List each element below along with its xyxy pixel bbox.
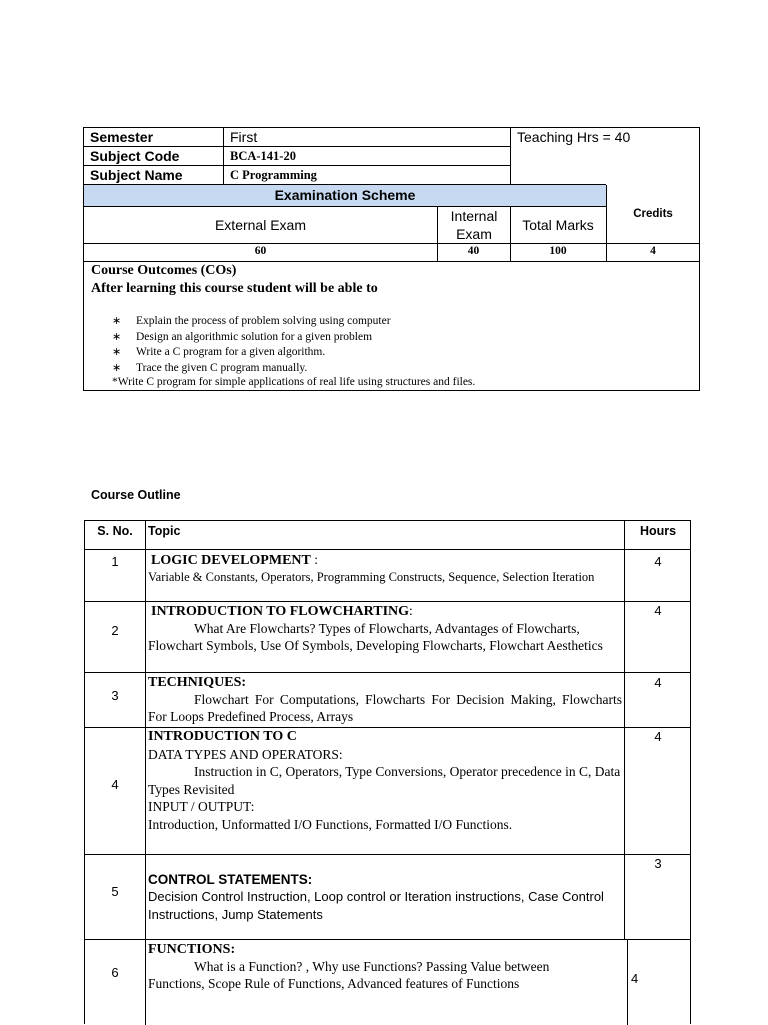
subject-code-value: BCA-141-20 bbox=[230, 149, 296, 163]
internal-exam-value: 40 bbox=[467, 245, 480, 257]
row-hours: 4 bbox=[654, 554, 662, 569]
exam-scheme-title: Examination Scheme bbox=[274, 187, 416, 203]
semester-value: First bbox=[230, 129, 258, 145]
course-outcome-last: *Write C program for simple applications of real life using structures and files. bbox=[112, 376, 476, 388]
course-outline-heading: Course Outline bbox=[91, 488, 181, 502]
row-number: 6 bbox=[111, 965, 119, 980]
course-outline-table bbox=[84, 520, 691, 1024]
credits-value: 4 bbox=[650, 245, 656, 257]
row-number: 5 bbox=[111, 884, 119, 899]
course-outcomes-title: Course Outcomes (COs) bbox=[91, 263, 237, 278]
course-outcomes-intro: After learning this course student will be able to bbox=[91, 281, 378, 296]
course-outcome-item: ∗ Design an algorithmic solution for a given problem bbox=[112, 330, 612, 346]
total-marks-value: 100 bbox=[549, 245, 567, 257]
course-outcome-item: ∗ Write a C program for a given algorithm. bbox=[112, 345, 612, 361]
row-number: 1 bbox=[111, 554, 119, 569]
topic-title: LOGIC DEVELOPMENT bbox=[151, 553, 311, 568]
subject-code-label: Subject Code bbox=[90, 148, 180, 164]
examination-scheme-table bbox=[83, 127, 700, 391]
topic-body: Decision Control Instruction, Loop control or Iteration instructions, Case Control Instructions, Jump Statements bbox=[148, 889, 604, 922]
topic-body: Introduction, Unformatted I/O Functions, Formatted I/O Functions. bbox=[148, 816, 513, 832]
course-outcomes-list bbox=[112, 314, 612, 376]
course-outcome-item: ∗ Explain the process of problem solving using computer bbox=[112, 314, 612, 330]
table-row bbox=[148, 728, 622, 833]
topic-body: Instruction in C, Operators, Type Conversions, Operator precedence in C, Data Types Revisited bbox=[148, 764, 621, 797]
course-outcome-item: ∗ Trace the given C program manually. bbox=[112, 361, 612, 377]
row-hours: 4 bbox=[631, 971, 639, 986]
teaching-hours: Teaching Hrs = 40 bbox=[517, 129, 631, 145]
row-hours: 4 bbox=[654, 675, 662, 690]
credits-header: Credits bbox=[633, 208, 673, 220]
external-exam-header: External Exam bbox=[214, 217, 307, 233]
semester-label: Semester bbox=[90, 129, 154, 145]
row-hours: 4 bbox=[654, 603, 662, 618]
table-row: LOGIC DEVELOPMENT : Variable & Constants, Operators, Programming Constructs, Sequence, Selection Iteration bbox=[148, 551, 622, 585]
topic-subheading: INPUT / OUTPUT: bbox=[148, 799, 255, 814]
table-row bbox=[148, 871, 622, 924]
col-topic-header: Topic bbox=[148, 524, 181, 538]
row-hours: 3 bbox=[654, 856, 662, 871]
topic-subheading: DATA TYPES AND OPERATORS: bbox=[148, 746, 343, 762]
topic-title: TECHNIQUES: bbox=[148, 675, 247, 690]
topic-title: CONTROL STATEMENTS: bbox=[148, 872, 313, 887]
subject-name-value: C Programming bbox=[230, 168, 317, 182]
table-row: INTRODUCTION TO FLOWCHARTING: What Are Flowcharts? Types of Flowcharts, Advantages of Flowcharts, Flowchart Symbols, Use Of Symbols, Developing Flowcharts, Flowchart Aesthetics bbox=[148, 602, 622, 654]
topic-body: Flowchart For Computations, Flowcharts For Decision Making, Flowcharts For Loops Predefined Process, Arrays bbox=[148, 692, 622, 724]
topic-title: INTRODUCTION TO C bbox=[148, 729, 297, 744]
topic-body: What is a Function? , Why use Functions? Passing Value between Functions, Scope Rule of Functions, Advanced features of Functions bbox=[148, 959, 550, 991]
internal-exam-header: Internal Exam bbox=[450, 208, 498, 242]
row-number: 4 bbox=[111, 777, 119, 792]
topic-title: INTRODUCTION TO FLOWCHARTING bbox=[151, 604, 410, 619]
table-row bbox=[148, 674, 622, 725]
row-number: 3 bbox=[111, 688, 119, 703]
col-hours-header: Hours bbox=[639, 524, 677, 538]
topic-title: FUNCTIONS: bbox=[148, 942, 236, 957]
external-exam-value: 60 bbox=[254, 245, 267, 257]
row-number: 2 bbox=[111, 623, 119, 638]
subject-name-label: Subject Name bbox=[90, 167, 183, 183]
topic-body: Variable & Constants, Operators, Programming Constructs, Sequence, Selection Iteration bbox=[148, 570, 595, 584]
row-hours: 4 bbox=[654, 729, 662, 744]
topic-body: What Are Flowcharts? Types of Flowcharts, Advantages of Flowcharts, Flowchart Symbols, Use Of Symbols, Developing Flowcharts, Flowchart Aesthetics bbox=[148, 621, 603, 653]
total-marks-header: Total Marks bbox=[522, 217, 594, 233]
table-row bbox=[148, 941, 592, 992]
col-sno-header: S. No. bbox=[97, 524, 133, 538]
